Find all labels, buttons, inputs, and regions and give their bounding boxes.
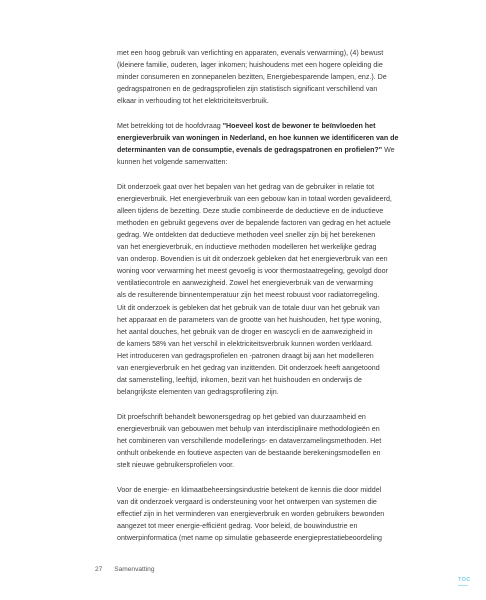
text-line [117,59,429,71]
line-text: als de resulterende binnentemperatuur zijn het meest robuust voor radiatorregeling. [117,291,380,300]
text-line [117,302,429,314]
line-text: We [382,146,395,155]
text-line [117,386,429,398]
line-text: met een hoog gebruik van verlichting en apparaten, evenals verwarming), (4) bewust [117,49,384,57]
text-line [117,338,429,350]
line-text: van dit onderzoek vergaard is ondersteuning voor het ontwerpen van systemen die [117,497,377,506]
line-text: stelt nieuwe gebruikersprofielen voor. [117,461,235,470]
line-text: energieverbruik. Het energieverbruik van een gebouw kan in totaal worden gevalideerd, [117,194,392,203]
text-line [117,496,429,508]
page-footer [95,566,155,573]
text-line [117,132,429,144]
line-text: elkaar in verhouding tot het elektriciteitsverbruik. [117,97,269,106]
text-line [117,314,429,326]
line-text: alleen tijdens de bezetting. Deze studie combineerde de deductieve en de inductieve [117,206,384,215]
line-text: aangezet tot meer energie-efficiënt gedrag. Voor beleid, de bouwindustrie en [117,521,358,530]
text-line [117,229,429,241]
text-line [117,95,429,107]
line-text: Het introduceren van gedragsprofielen en -patronen draagt bij aan het modelleren [117,351,374,360]
text-line [117,459,429,471]
line-text: Voor de energie- en klimaatbeheersingsindustrie betekent de kennis die door middel [117,485,382,494]
line-text: (kleinere familie, ouderen, lager inkomen; huishoudens met een hogere opleiding die [117,61,383,70]
text-line [117,47,429,59]
line-text: energieverbruik van gebouwen met behulp van interdisciplinaire methodologieën en [117,424,380,433]
text-line [117,277,429,289]
line-text: onthult onbekende en foutieve aspecten van de bestaande berekeningsmodellen en [117,448,381,457]
toc-link[interactable]: TOC [458,577,471,586]
text-line [117,71,429,83]
text-line [117,120,429,132]
line-text: effectief zijn in het verminderen van energieverbruik en worden gebruikers bewonden [117,509,385,518]
text-line [117,205,429,217]
section-title: Samenvatting [114,566,155,573]
line-text: de kamers 58% van het verschil in elektriciteitsverbruik kunnen worden verklaard. [117,339,373,348]
paragraph [117,181,429,399]
text-line [117,362,429,374]
line-text: Dit onderzoek gaat over het bepalen van het gedrag van de gebruiker in relatie tot [117,182,375,191]
line-text: methoden en gebruikt gegevens over de bepalende factoren van gedrag en het actuele [117,218,391,227]
line-text: minder consumeren en zonnepanelen bezitten, Energiebesparende lampen, enz.). De [117,73,387,82]
paragraph [117,47,429,107]
text-line [117,241,429,253]
text-line [117,447,429,459]
body-text [117,47,429,556]
line-text: kunnen het volgende samenvatten: [117,158,228,167]
text-line [117,83,429,95]
line-text: het aantal douches, het gebruik van de droger en wascycli en de aanwezigheid in [117,327,373,336]
text-line [117,144,429,156]
text-line [117,374,429,386]
text-line [117,289,429,301]
line-text: gedragspatronen en de gedragsprofielen zijn statistisch significant verschillend van [117,85,378,94]
line-text: van onderop. Bovendien is uit dit onderzoek gebleken dat het energieverbruik van een [117,255,388,264]
paragraph [117,484,429,544]
line-text: Dit proefschrift behandelt bewonersgedrag op het gebied van duurzaamheid en [117,412,366,421]
line-text: het combineren van verschillende modellerings- en dataverzamelingsmethoden. Het [117,436,382,445]
line-text: gedrag. We ontdekten dat deductieve methoden veel sneller zijn bij het berekenen [117,231,376,239]
line-bold-text: determinanten van de consumptie, evenals de gedragspatronen en profielen?" [117,146,383,155]
text-line [117,156,429,168]
line-text: Uit dit onderzoek is gebleken dat het gebruik van de totale duur van het gebruik van [117,303,380,312]
line-text: van energieverbruik en het gedrag van inzittenden. Dit onderzoek heeft aangetoond [117,364,380,373]
text-line [117,508,429,520]
page-number: 27 [95,566,103,573]
paragraph [117,120,429,168]
text-line [117,435,429,447]
text-line [117,253,429,265]
line-text: het apparaat en de parameters van de grootte van het huishouden, het type woning, [117,315,382,324]
line-bold-text: energieverbruik van woningen in Nederland, en hoe kunnen we identificeren van de [117,133,399,142]
line-text: van het energieverbruik, en inductieve methoden modelleren het werkelijke gedrag [117,243,377,252]
line-text: ventilatiecontrole en aanwezigheid. Zowel het energieverbruik van de verwarming [117,279,373,288]
text-line [117,520,429,532]
text-line [117,326,429,338]
line-text: dat samenstelling, leeftijd, inkomen, bezit van het huishouden en onderwijs de [117,376,362,385]
line-text: ontwerpinformatica (met name op simulatie gebaseerde energieprestatiebeoordeling [117,533,382,542]
text-line [117,411,429,423]
paragraph [117,411,429,471]
line-text: woning voor verwarming het meest gevoelig is voor thermostaatregeling, gevolgd door [117,267,388,276]
text-line [117,423,429,435]
text-line [117,265,429,277]
line-bold-text: "Hoeveel kost de bewoner te beïnvloeden het [222,121,376,130]
text-line [117,350,429,362]
text-line [117,484,429,496]
text-line [117,217,429,229]
text-line [117,532,429,544]
text-line [117,193,429,205]
line-text: Met betrekking tot de hoofdvraag [117,121,223,130]
text-line [117,181,429,193]
line-text: belangrijkste elementen van gedragsprofilering zijn. [117,388,279,397]
